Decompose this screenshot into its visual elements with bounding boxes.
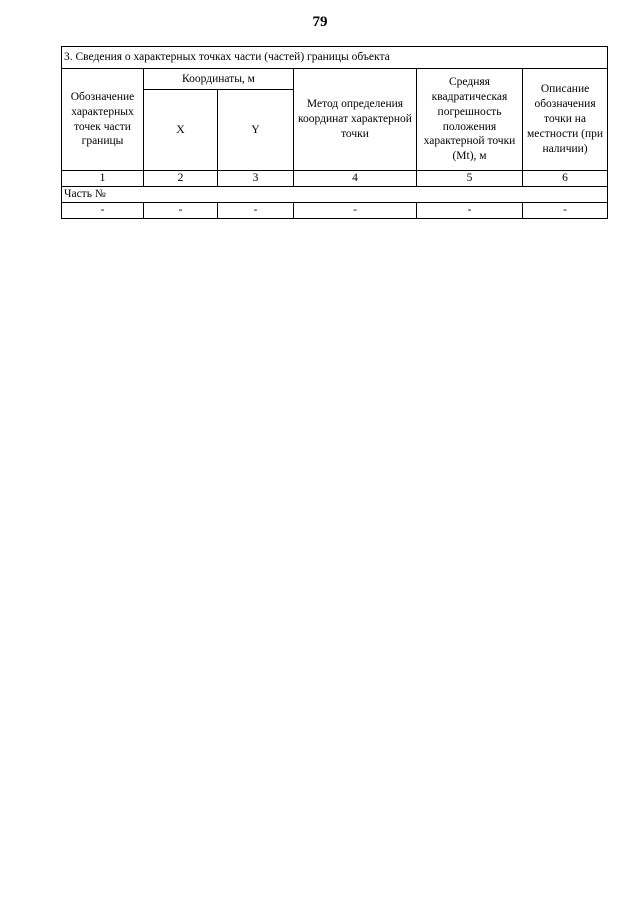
column-number-row xyxy=(62,171,608,187)
header-point-designation: Обозначение характерных точек части границы xyxy=(62,69,144,171)
header-error: Средняя квадратическая погрешность положения характерной точки (Mt), м xyxy=(417,69,523,171)
part-label: Часть № xyxy=(62,187,608,203)
boundary-points-table xyxy=(61,46,608,219)
part-row xyxy=(62,187,608,203)
header-row xyxy=(62,69,608,90)
column-number: 3 xyxy=(218,171,294,187)
table-row xyxy=(62,203,608,219)
column-number: 2 xyxy=(144,171,218,187)
column-number: 1 xyxy=(62,171,144,187)
page-number: 79 xyxy=(312,14,328,30)
column-number: 5 xyxy=(417,171,523,187)
header-coordinates: Координаты, м xyxy=(144,69,294,90)
header-method: Метод определения координат характерной точки xyxy=(294,69,417,171)
table-cell: - xyxy=(144,203,218,219)
table-cell: - xyxy=(62,203,144,219)
table-cell: - xyxy=(523,203,608,219)
table-title-row xyxy=(62,47,608,69)
column-number: 6 xyxy=(523,171,608,187)
header-description: Описание обозначения точки на местности (при наличии) xyxy=(523,69,608,171)
table-title: 3. Сведения о характерных точках части (частей) границы объекта xyxy=(62,47,608,69)
table-cell: - xyxy=(417,203,523,219)
table-cell: - xyxy=(218,203,294,219)
column-number: 4 xyxy=(294,171,417,187)
table-cell: - xyxy=(294,203,417,219)
header-x: X xyxy=(144,90,218,171)
header-y: Y xyxy=(218,90,294,171)
